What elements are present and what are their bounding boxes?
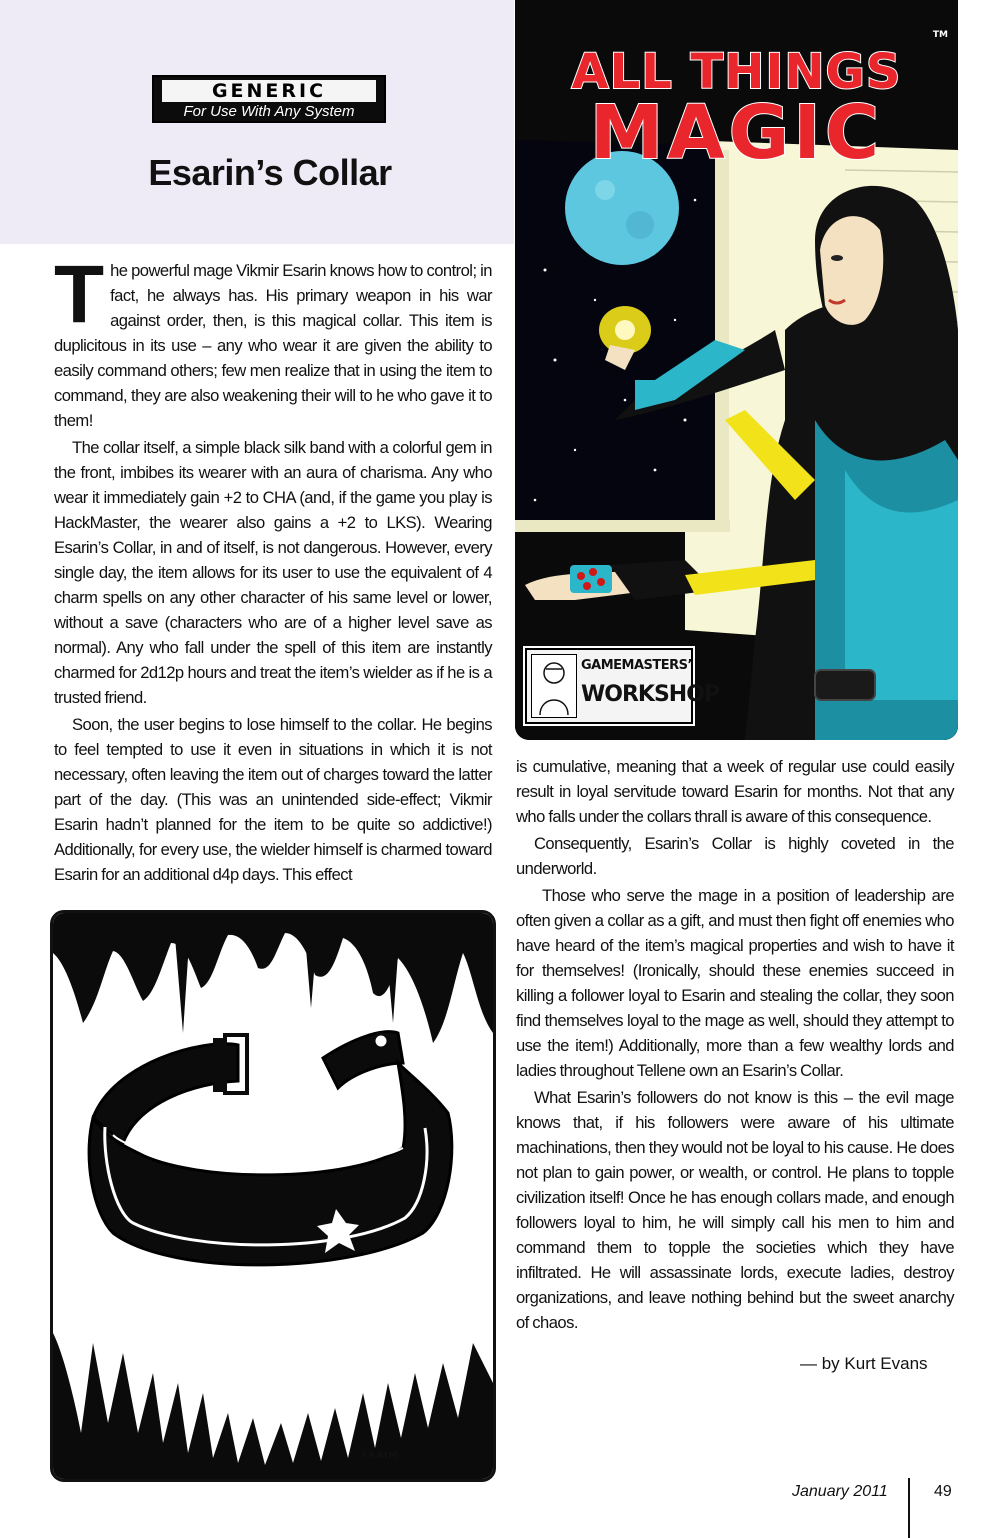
artist-signature: FRAIM [361, 1451, 399, 1461]
collar-illustration [50, 910, 496, 1482]
paragraph-4: Consequently, Esarin’s Collar is highly coveted in the underworld. [516, 834, 954, 878]
magazine-cover-ad [515, 0, 958, 740]
paragraph-3: Soon, the user begins to lose himself to the collar. He begins to feel tempted to use it even in situations in which it is not necessary, often leaving the item out of charges toward the latter part of the day. (This was an unintended side-effect; Vikmir Esarin hadn’t planned for the item to be quite so addictive!) Additionally, for every use, the wielder himself is charmed toward Esarin for an additional d4p days. This effect [54, 715, 492, 884]
cover-title-line1: ALL THINGS [571, 44, 902, 100]
paragraph-5: Those who serve the mage in a position of leadership are often given a collar as a gift, and must then fight off enemies who have heard of the item’s magical properties and wish to have it for themselves! (Ironically, should these enemies succeed in killing a follower loyal to Esarin and stealing the collar, they soon find themselves loyal to the mage as well, should they attempt to use the item!) Additionally, more than a few wealthy lords and ladies throughout Tellene own an Esarin’s Collar. [516, 886, 954, 1080]
article-left-column [54, 249, 492, 889]
logo-line1: GAMEMASTERS’ [581, 658, 692, 673]
trademark-mark: TM [932, 30, 948, 40]
article-right-column [516, 754, 954, 1337]
paragraph-1-text: he powerful mage Vikmir Esarin knows how to control; in fact, he always has. His primary weapon in his war against order, then, is this magical collar. This item is duplicitous in its use – any who wear it are given the ability to easily command others; few men realize that in using the item to command, they are also weakening their will to he who gave it to them! [54, 261, 492, 430]
page-number: 49 [934, 1483, 952, 1500]
badge-subtitle: For Use With Any System [183, 103, 355, 120]
gamemasters-workshop-logo [525, 648, 720, 724]
byline: — by Kurt Evans [800, 1354, 928, 1373]
paragraph-2: The collar itself, a simple black silk band with a colorful gem in the front, imbibes its wearer with an aura of charisma. Any who wear it immediately gain +2 to CHA (and, if the game you play is HackMaster, the wearer also gains a +2 to LKS). Wearing Esarin’s Collar, in and of itself, is not dangerous. However, every single day, the item allows for its user to use the equivalent of 4 charm spells on any other character of his same level or lower, without a save (characters who are of a higher level save as normal). Any who fall under the spell of this item are instantly charmed for 2d12p hours and treat the item’s wielder as if he is a trusted friend. [54, 438, 492, 707]
article-title: Esarin’s Collar [148, 152, 392, 193]
logo-line2: WORKSHOP [581, 682, 720, 707]
cover-title-line2: MAGIC [589, 90, 884, 176]
footer-divider [908, 1478, 910, 1538]
paragraph-6: What Esarin’s followers do not know is this – the evil mage knows that, if his followers were aware of his ultimate machinations, then they would not be loyal to his cause. He does not plan to gain power, or wealth, or control. He plans to topple civilization itself! Once he has enough collars made, and enough followers loyal to him, he will simply call his men to him and command them to topple the societies which they have infiltrated. He will assassinate lords, execute ladies, destroy organizations, and leave nothing behind but the sweet anarchy of chaos. [516, 1088, 954, 1332]
footer-date: January 2011 [792, 1483, 888, 1500]
logo-portrait-icon [531, 654, 577, 718]
collar-drawing [53, 913, 493, 1479]
paragraph-3-continued: is cumulative, meaning that a week of regular use could easily result in loyal servitude toward Esarin for months. Not that any who falls under the collars thrall is aware of this consequence. [516, 757, 954, 826]
drop-cap: T [54, 249, 105, 340]
badge-title: GENERIC [162, 80, 376, 102]
generic-badge [152, 75, 386, 123]
paragraph-1 [54, 249, 492, 433]
